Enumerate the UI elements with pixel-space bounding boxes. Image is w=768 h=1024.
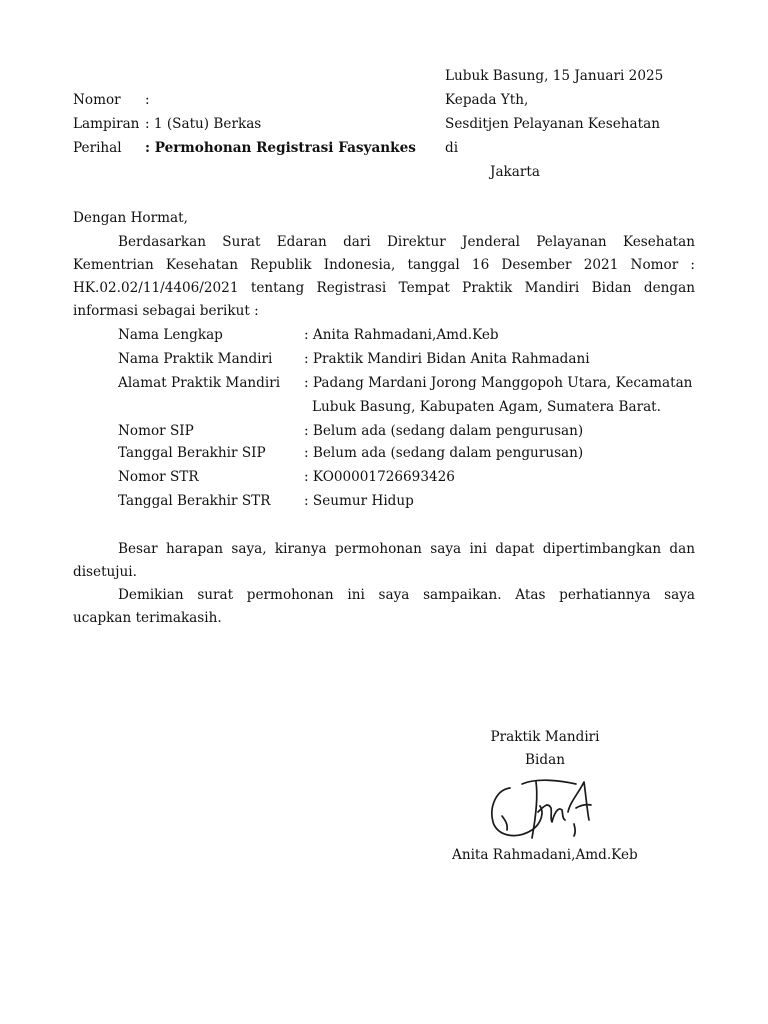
detail-label-nama-lengkap: Nama Lengkap	[118, 327, 223, 343]
detail-value-tgl-str: : Seumur Hidup	[304, 493, 414, 509]
nomor-value: :	[145, 92, 150, 108]
lampiran-value: : 1 (Satu) Berkas	[145, 116, 262, 132]
detail-value-nama-praktik: : Praktik Mandiri Bidan Anita Rahmadani	[304, 351, 590, 367]
signer-name: Anita Rahmadani,Amd.Keb	[452, 847, 638, 863]
recipient-line-3: di	[445, 140, 459, 156]
detail-value-nomor-sip: : Belum ada (sedang dalam pengurusan)	[304, 423, 584, 439]
nomor-label: Nomor	[73, 92, 121, 108]
recipient-line-2: Sesditjen Pelayanan Kesehatan	[445, 116, 660, 132]
signature-icon	[488, 772, 603, 844]
detail-label-nomor-sip: Nomor SIP	[118, 423, 194, 439]
detail-value-alamat-cont: Lubuk Basung, Kabupaten Agam, Sumatera Barat.	[312, 399, 661, 415]
para3-line-2: ucapkan terimakasih.	[73, 610, 222, 626]
detail-label-nama-praktik: Nama Praktik Mandiri	[118, 351, 273, 367]
detail-label-tgl-sip: Tanggal Berakhir SIP	[118, 445, 266, 461]
detail-value-nomor-str: : KO00001726693426	[304, 469, 455, 485]
recipient-city: Jakarta	[490, 164, 540, 180]
para1-line-2: Kementrian Kesehatan Republik Indonesia, tanggal 16 Desember 2021 Nomor :	[73, 257, 695, 273]
detail-value-tgl-sip: : Belum ada (sedang dalam pengurusan)	[304, 445, 584, 461]
closing-line-2: Bidan	[525, 752, 565, 768]
recipient-line-1: Kepada Yth,	[445, 92, 529, 108]
detail-value-alamat: : Padang Mardani Jorong Manggopoh Utara, Kecamatan	[304, 375, 693, 391]
place-date: Lubuk Basung, 15 Januari 2025	[445, 68, 664, 84]
para2-line-1: Besar harapan saya, kiranya permohonan saya ini dapat dipertimbangkan dan	[118, 541, 695, 557]
detail-value-nama-lengkap: : Anita Rahmadani,Amd.Keb	[304, 327, 499, 343]
salutation: Dengan Hormat,	[73, 210, 188, 226]
closing-line-1: Praktik Mandiri	[490, 729, 600, 745]
para1-line-4: informasi sebagai berikut :	[73, 303, 259, 319]
detail-label-nomor-str: Nomor STR	[118, 469, 199, 485]
para3-line-1: Demikian surat permohonan ini saya sampaikan. Atas perhatiannya saya	[118, 587, 695, 603]
perihal-value: : Permohonan Registrasi Fasyankes	[145, 140, 416, 156]
para1-line-1: Berdasarkan Surat Edaran dari Direktur Jenderal Pelayanan Kesehatan	[118, 234, 695, 250]
detail-label-alamat: Alamat Praktik Mandiri	[118, 375, 281, 391]
lampiran-label: Lampiran	[73, 116, 140, 132]
para1-line-3: HK.02.02/11/4406/2021 tentang Registrasi Tempat Praktik Mandiri Bidan dengan	[73, 280, 695, 296]
perihal-label: Perihal	[73, 140, 122, 156]
detail-label-tgl-str: Tanggal Berakhir STR	[118, 493, 271, 509]
para2-line-2: disetujui.	[73, 564, 137, 580]
